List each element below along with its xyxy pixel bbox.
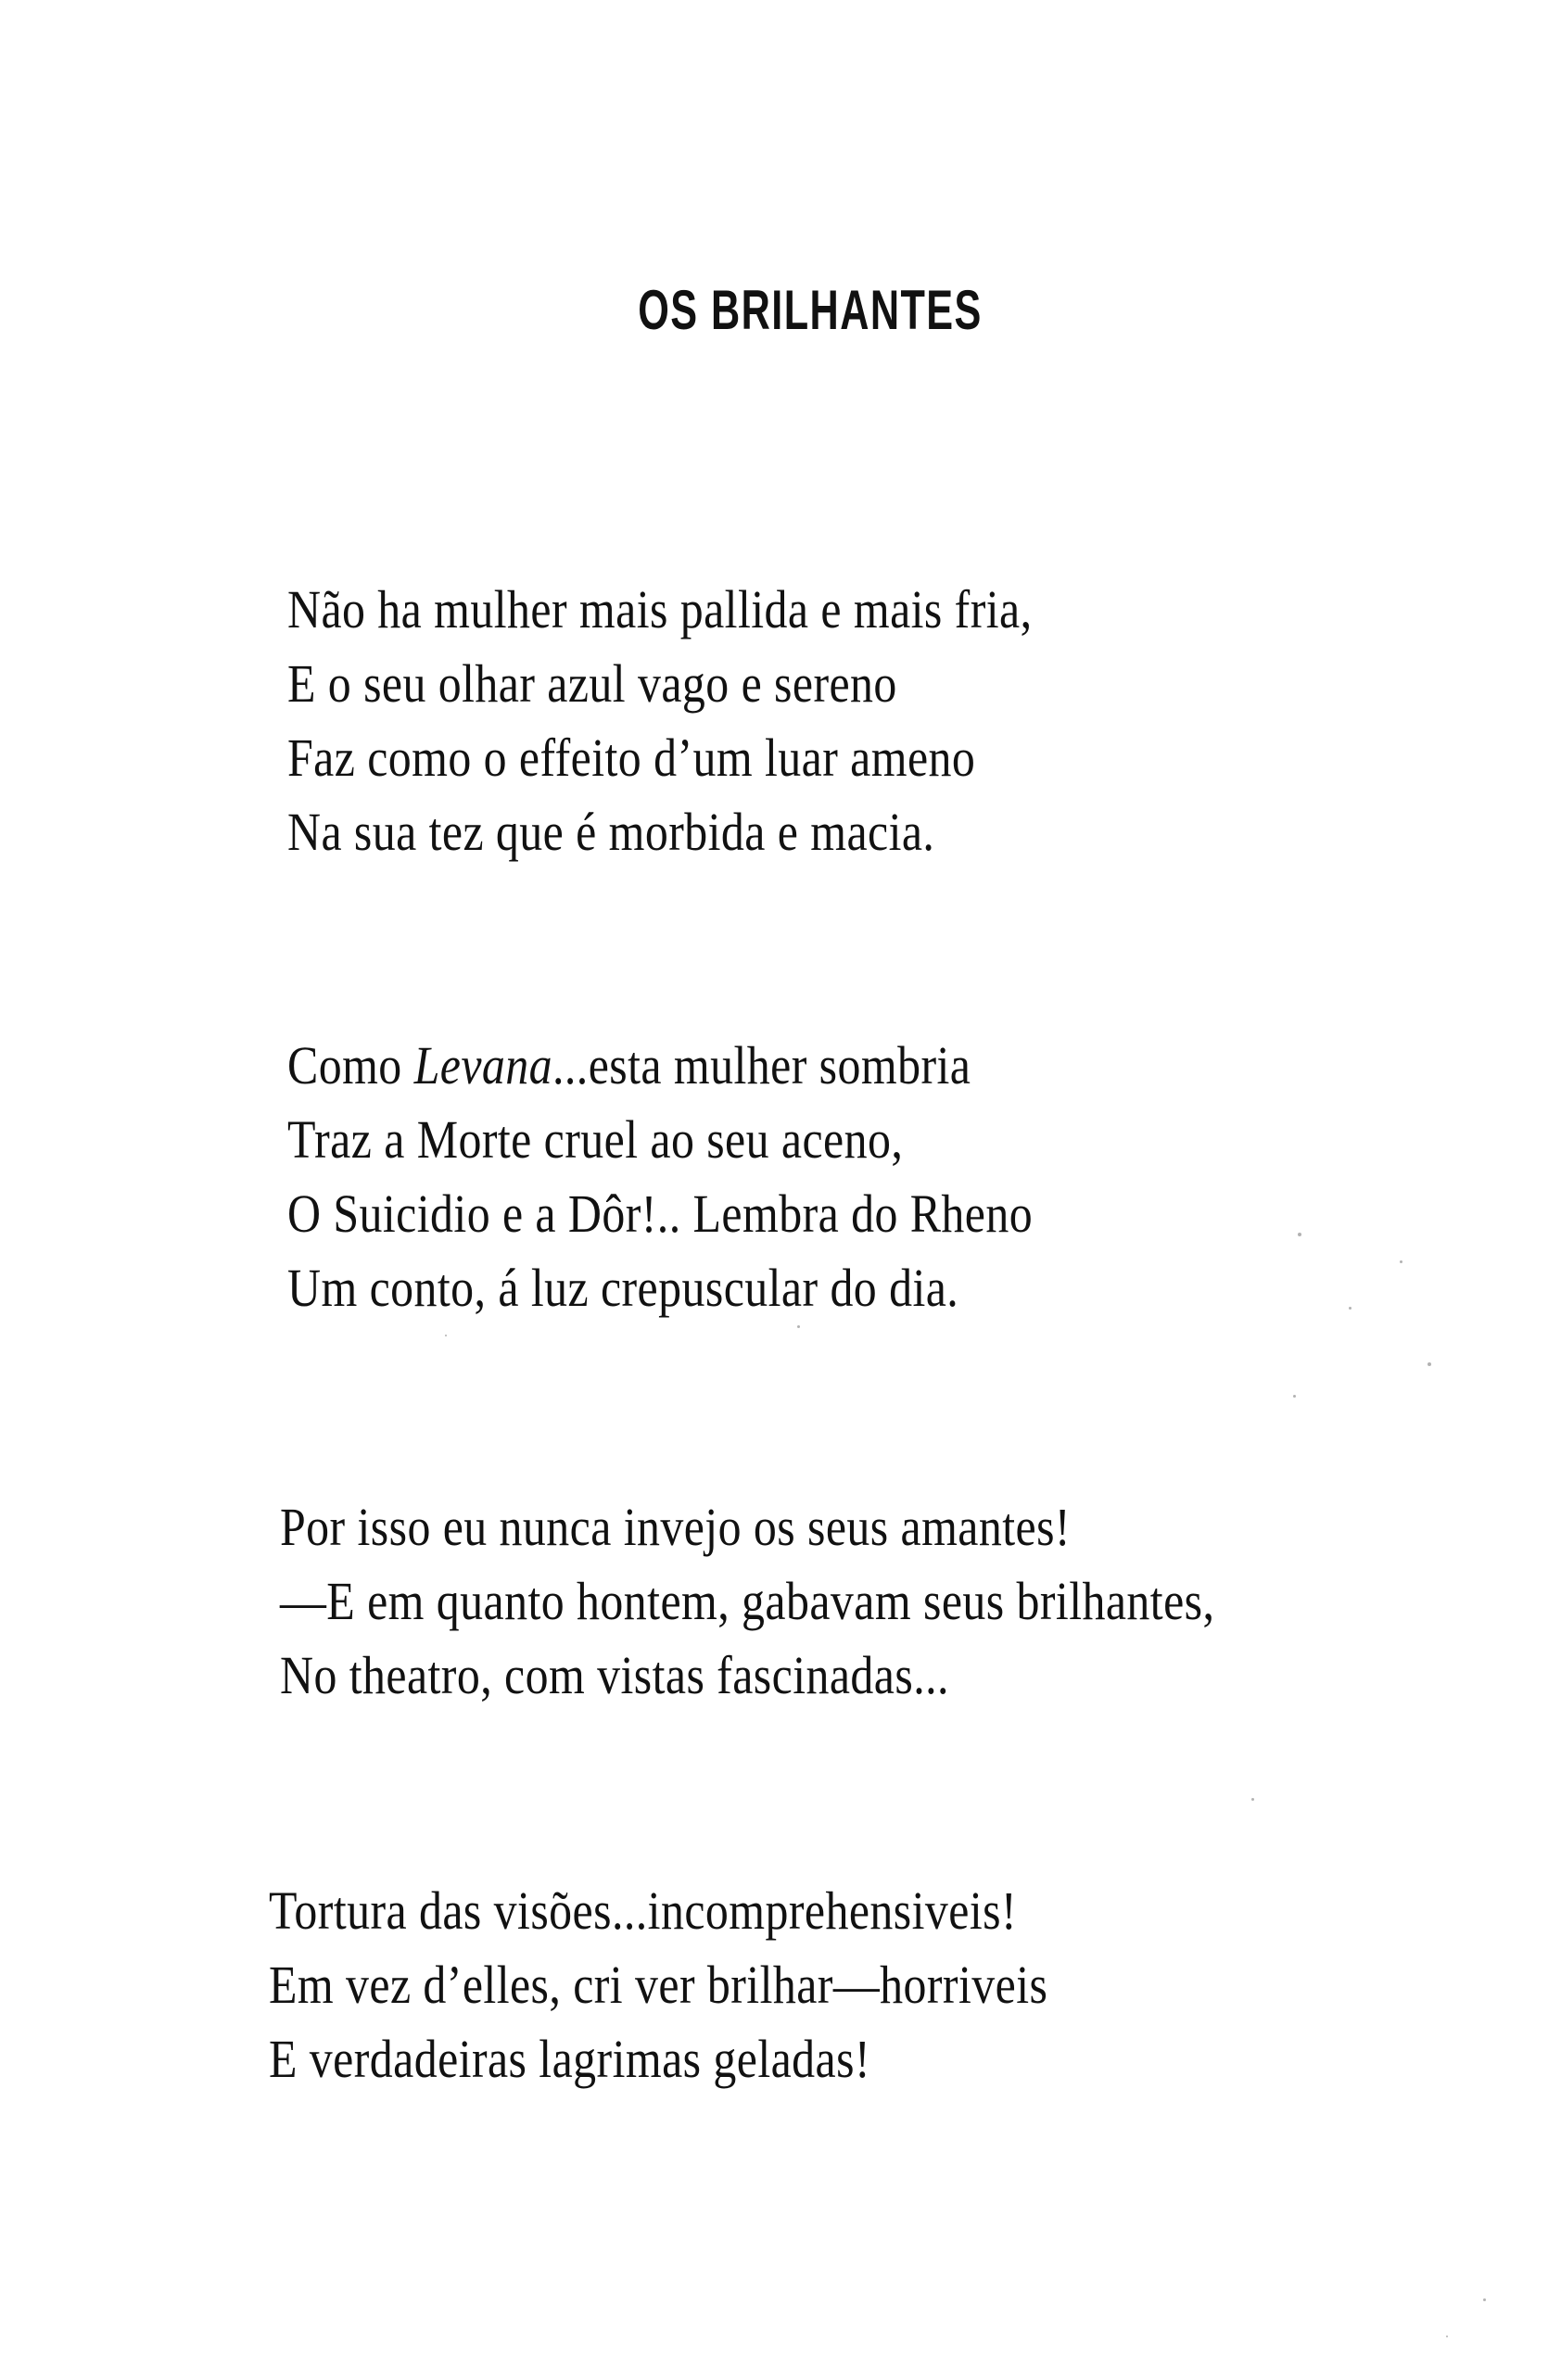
verse-line: Na sua tez que é morbida e macia. [287, 802, 935, 862]
paper-speck [1293, 1395, 1296, 1398]
stanza-1 [287, 573, 1153, 869]
paper-speck [1298, 1233, 1301, 1236]
verse-line: Traz a Morte cruel ao seu aceno, [287, 1109, 904, 1170]
verse-line: No theatro, com vistas fascinadas... [280, 1645, 949, 1705]
verse-line: O Suicidio e a Dôr!.. Lembra do Rheno [287, 1184, 1034, 1244]
verse-line: Faz como o effeito d’um luar ameno [287, 728, 976, 788]
verse-line: Tortura das visões...incomprehensiveis! [269, 1880, 1018, 1941]
verse-line: Por isso eu nunca invejo os seus amantes! [280, 1497, 1071, 1557]
stanza-4 [269, 1874, 1174, 2096]
paper-speck [1400, 1260, 1402, 1263]
verse-text: ...esta mulher sombria [552, 1035, 971, 1095]
verse-line: E verdadeiras lagrimas geladas! [269, 2029, 871, 2089]
stanza-2 [287, 1029, 1154, 1325]
paper-speck [1349, 1307, 1352, 1310]
paper-speck [1446, 2336, 1448, 2337]
paper-speck [797, 1325, 800, 1328]
verse-line: Um conto, á luz crepuscular do dia. [287, 1258, 959, 1318]
verse-line [287, 1029, 1033, 1103]
verse-line: —E em quanto hontem, gabavam seus brilhantes, [280, 1571, 1215, 1631]
poem-title: OS BRILHANTES [638, 279, 983, 341]
paper-speck [1251, 1798, 1254, 1801]
verse-line: E o seu olhar azul vago e sereno [287, 653, 897, 714]
verse-line: Não ha mulher mais pallida e mais fria, [287, 579, 1033, 639]
paper-speck [445, 1335, 447, 1336]
italic-name: Levana [413, 1035, 553, 1095]
verse-line: Em vez d’elles, cri ver brilhar—horriveis [269, 1955, 1048, 2015]
paper-speck [1428, 1362, 1431, 1366]
paper-speck [1483, 2298, 1486, 2301]
stanza-3 [280, 1490, 1367, 1713]
verse-text: Como [287, 1035, 414, 1095]
